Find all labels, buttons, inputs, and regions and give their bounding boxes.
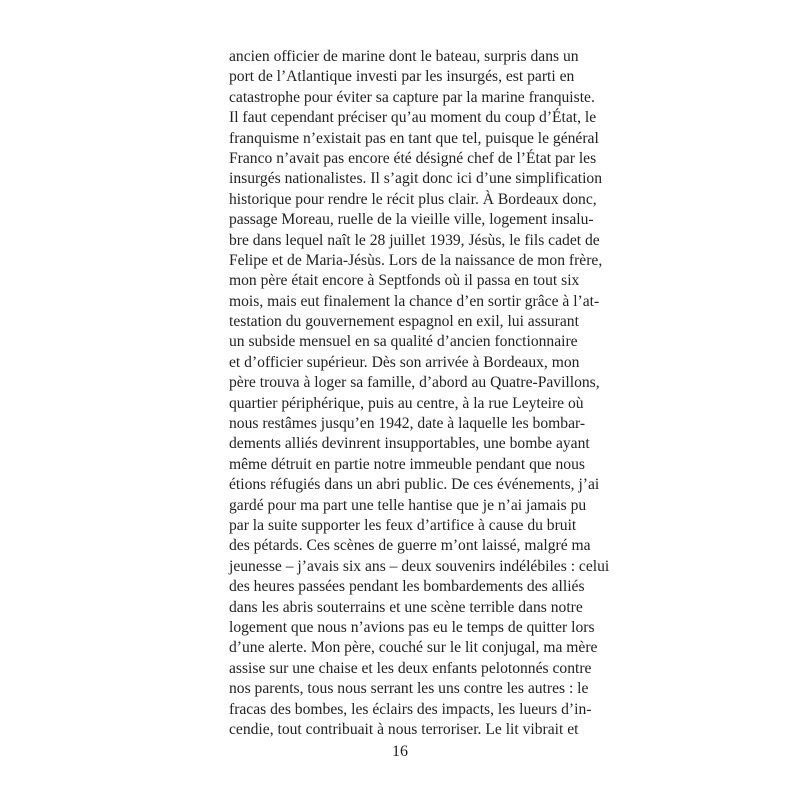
text-line: dans les abris souterrains et une scène terrible dans notre — [229, 598, 583, 616]
text-line: cendie, tout contribuait à nous terroriser. Le lit vibrait et — [229, 720, 579, 738]
text-line: Franco n’avait pas encore été désigné chef de l’État par les — [229, 149, 597, 167]
page-number: 16 — [392, 743, 408, 760]
text-line: franquisme n’existait pas en tant que tel, puisque le général — [229, 129, 599, 147]
text-line: fracas des bombes, les éclairs des impacts, les lueurs d’in- — [229, 700, 592, 718]
text-line: port de l’Atlantique investi par les insurgés, est parti en — [229, 68, 575, 86]
text-line: quartier périphérique, puis au centre, à la rue Leyteire où — [229, 394, 584, 412]
text-line: dements alliés devinrent insupportables, une bombe ayant — [229, 435, 590, 453]
text-line: mon père était encore à Septfonds où il passa en tout six — [229, 272, 580, 290]
text-line: nos parents, tous nous serrant les uns contre les autres : le — [229, 680, 589, 698]
text-line: étions réfugiés dans un abri public. De ces événements, j’ai — [229, 476, 600, 494]
text-line: jeunesse – j’avais six ans – deux souvenirs indélébiles : celui — [229, 557, 610, 575]
text-line: par la suite supporter les feux d’artifice à cause du bruit — [229, 516, 577, 534]
body-text — [229, 47, 610, 740]
text-line: même détruit en partie notre immeuble pendant que nous — [229, 455, 585, 473]
text-line: père trouva à loger sa famille, d’abord au Quatre-Pavillons, — [229, 374, 600, 392]
text-line: logement que nous n’avions pas eu le temps de quitter lors — [229, 618, 595, 636]
text-line: insurgés nationalistes. Il s’agit donc ici d’une simplification — [229, 170, 603, 188]
text-line: et d’officier supérieur. Dès son arrivée à Bordeaux, mon — [229, 353, 580, 371]
text-line: ancien officier de marine dont le bateau, surpris dans un — [229, 48, 579, 65]
text-line: d’une alerte. Mon père, couché sur le lit conjugal, ma mère — [229, 639, 598, 657]
text-line: Il faut cependant préciser qu’au moment du coup d’État, le — [229, 109, 597, 127]
text-line: assise sur une chaise et les deux enfants pelotonnés contre — [229, 659, 592, 677]
text-line: mois, mais eut finalement la chance d’en sortir grâce à l’at- — [229, 292, 600, 310]
text-line: testation du gouvernement espagnol en exil, lui assurant — [229, 313, 579, 331]
text-line: Felipe et de Maria-Jésùs. Lors de la naissance de mon frère, — [229, 251, 603, 269]
text-line: passage Moreau, ruelle de la vieille ville, logement insalu- — [229, 211, 594, 229]
text-line: historique pour rendre le récit plus clair. À Bordeaux donc, — [229, 190, 597, 208]
text-line: un subside mensuel en sa qualité d’ancien fonctionnaire — [229, 333, 578, 351]
text-line: gardé pour ma part une telle hantise que je n’ai jamais pu — [229, 496, 587, 514]
text-line: nous restâmes jusqu’en 1942, date à laquelle les bombar- — [229, 415, 586, 433]
text-line: bre dans lequel naît le 28 juillet 1939, Jésùs, le fils cadet de — [229, 231, 600, 249]
text-line: catastrophe pour éviter sa capture par la marine franquiste. — [229, 88, 595, 106]
text-line: des heures passées pendant les bombardements des alliés — [229, 578, 585, 596]
text-line: des pétards. Ces scènes de guerre m’ont laissé, malgré ma — [229, 537, 591, 555]
